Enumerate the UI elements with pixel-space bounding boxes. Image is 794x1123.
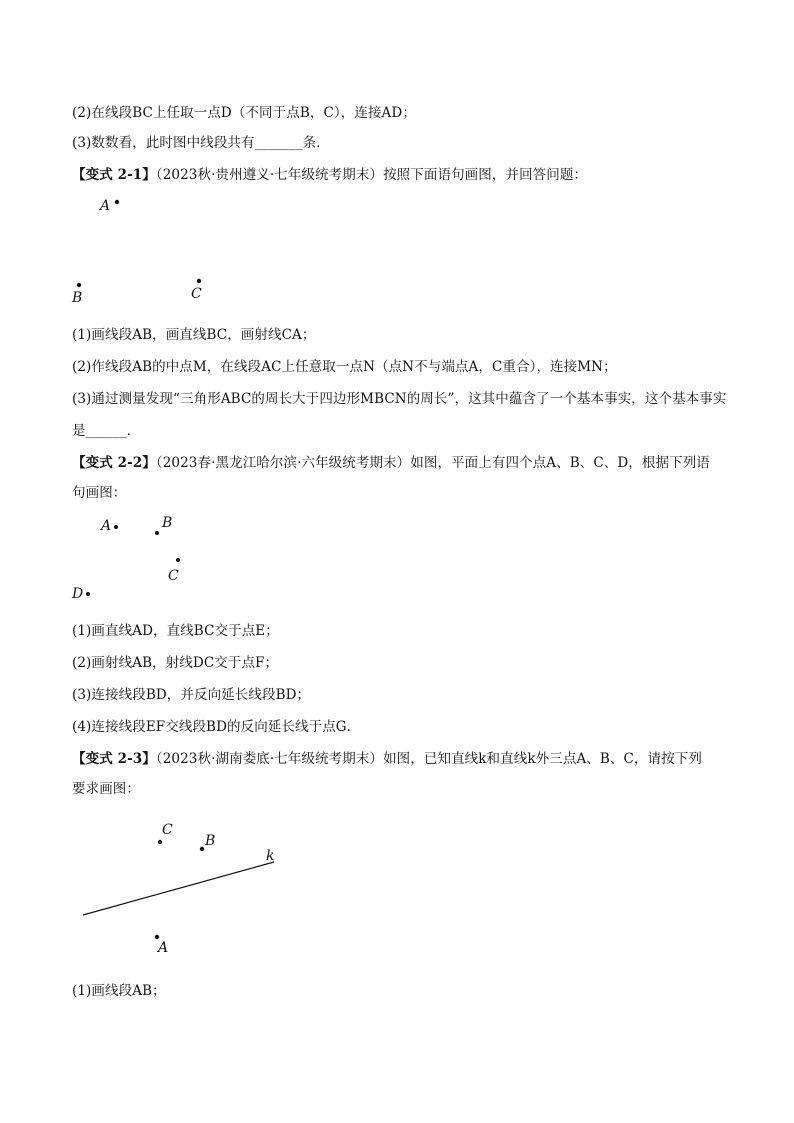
variant-2-1-text: （2023秋·贵州遵义·七年级统考期末）按照下面语句画图，并回答问题： [155,167,588,183]
fig2-label-c: C [168,568,179,584]
fig3-label-a: A [158,940,169,956]
variant-2-1-step-3: (3)通过测量发现“三角形ABC的周长大于四边形MBCN的周长”，这其中蕴含了一个基本事实，这个基本事实 [72,391,727,407]
fig1-label-b: B [72,290,83,306]
fig2-label-b: B [162,515,173,531]
variant-2-2-step-1: (1)画直线AD，直线BC交于点E； [72,623,279,639]
variant-2-1-step-1: (1)画线段AB，画直线BC，画射线CA； [72,327,316,343]
fig3-point-c [158,840,162,844]
fig3-label-c: C [162,822,173,838]
fig2-label-d: D [72,586,84,602]
fig1-label-c: C [191,286,202,302]
question-line-3: (3)数数看，此时图中线段共有_______条． [72,135,330,151]
variant-2-3-tag: 【变式 2-3】 [72,751,156,767]
fig2-label-a: A [101,518,112,534]
variant-2-2-step-2: (2)画射线AB，射线DC交于点F； [72,655,279,671]
fig3-label-b: B [205,833,216,849]
fig3-point-b [200,847,204,851]
fig3-line-k [83,862,274,915]
variant-2-2-step-4: (4)连接线段EF交线段BD的反向延长线于点G． [72,719,361,735]
variant-2-1-step-2: (2)作线段AB的中点M，在线段AC上任意取一点N（点N不与端点A，C重合），连接MN； [72,359,617,375]
variant-2-1-tag: 【变式 2-1】 [72,167,156,183]
variant-2-1-step-3-cont: 是______． [72,423,141,439]
variant-2-3-step-1: (1)画线段AB； [72,983,166,999]
fig3-label-k: k [266,848,275,864]
variant-2-2-step-3: (3)连接线段BD，并反向延长线段BD； [72,687,311,703]
variant-2-2-text: （2023春·黑龙江哈尔滨·六年级统考期末）如图，平面上有四个点A、B、C、D，根据下列语 [155,455,710,471]
fig1-label-a: A [100,198,111,214]
variant-2-3-heading-cont: 要求画图： [72,781,140,797]
variant-2-3-text: （2023秋·湖南娄底·七年级统考期末）如图，已知直线k和直线k外三点A、B、C，请按下列 [155,751,702,767]
variant-2-2-tag: 【变式 2-2】 [72,455,156,471]
question-line-2: (2)在线段BC上任取一点D（不同于点B，C），连接AD； [72,105,416,121]
variant-2-2-heading-cont: 句画图： [72,485,127,501]
fig3-point-a [155,935,159,939]
